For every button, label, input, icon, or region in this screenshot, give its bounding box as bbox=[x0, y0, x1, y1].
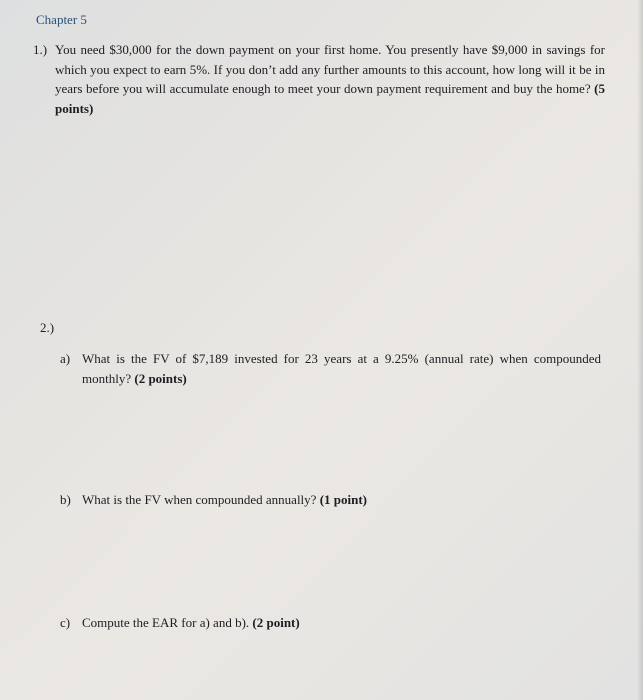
question-2b-body bbox=[82, 490, 601, 510]
question-1-body bbox=[55, 40, 605, 118]
question-2a-points: (2 points) bbox=[134, 371, 187, 386]
question-1 bbox=[33, 40, 605, 118]
question-2b bbox=[60, 490, 601, 510]
question-2c-letter: c) bbox=[60, 615, 71, 630]
question-1-number: 1.) bbox=[33, 42, 48, 57]
page-edge-shadow bbox=[637, 0, 643, 700]
question-2c-text: Compute the EAR for a) and b). bbox=[82, 615, 250, 630]
question-2b-points: (1 point) bbox=[319, 492, 367, 507]
chapter-heading: Chapter 5 bbox=[36, 12, 87, 27]
question-2-number: 2.) bbox=[40, 320, 55, 335]
question-2a-text: What is the FV of $7,189 invested for 23 years at a 9.25% (annual rate) when compounded monthly? bbox=[82, 351, 601, 386]
question-2a-body bbox=[82, 349, 601, 389]
question-2c-body bbox=[82, 613, 601, 633]
question-1-points: (5 points) bbox=[55, 81, 605, 116]
question-2b-text: What is the FV when compounded annually? bbox=[82, 492, 317, 507]
question-1-text: You need $30,000 for the down payment on your first home. You presently have $9,000 in savings for which you expect to earn 5%. If you don’t add any further amounts to this account, how long will it be in years before you will accumulate enough to meet your down payment requirement and buy the home? bbox=[55, 42, 605, 96]
question-2a bbox=[60, 349, 601, 389]
question-2a-letter: a) bbox=[60, 351, 71, 366]
question-2c-points: (2 point) bbox=[252, 615, 300, 630]
question-2b-letter: b) bbox=[60, 492, 71, 507]
question-2c bbox=[60, 613, 601, 633]
